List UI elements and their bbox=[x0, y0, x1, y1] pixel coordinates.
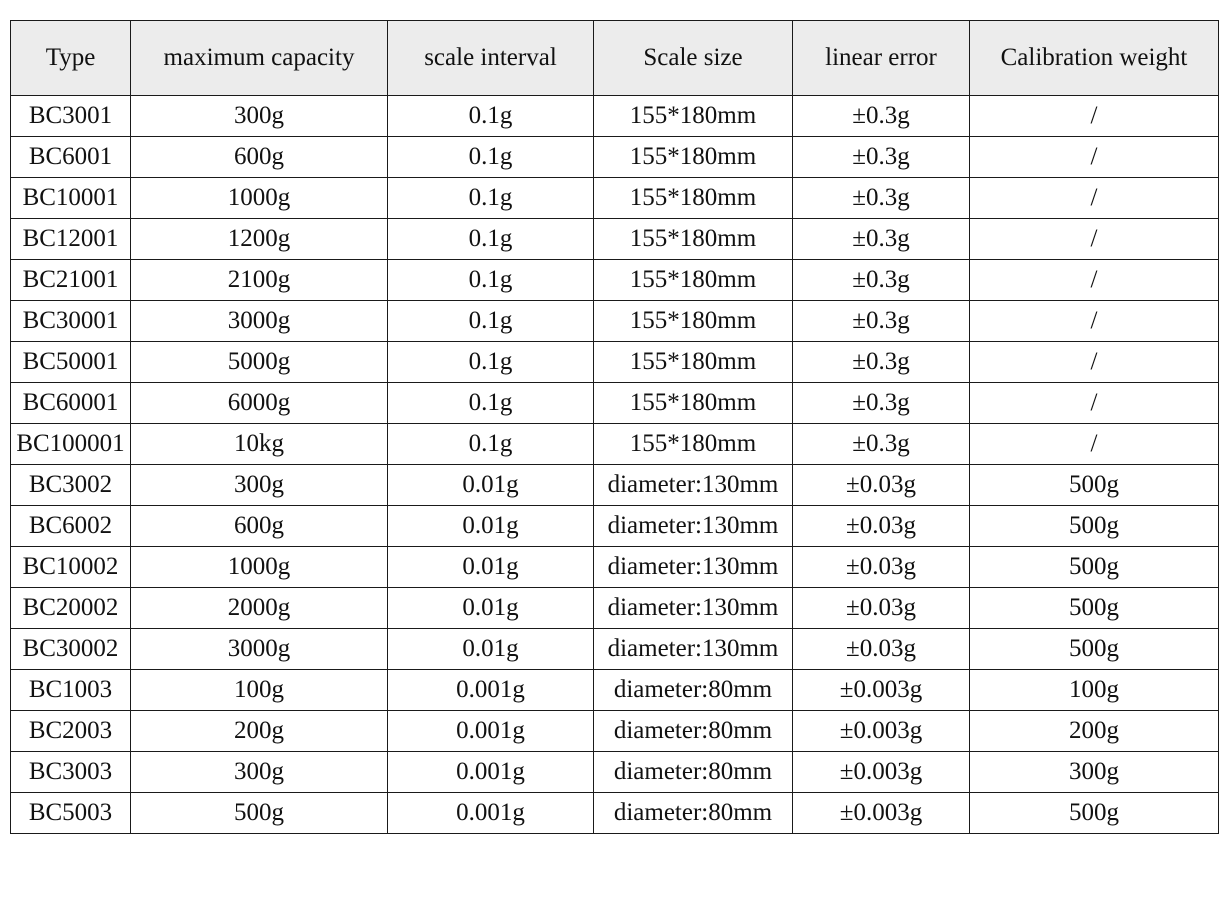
cell-scale-size: 155*180mm bbox=[594, 301, 793, 342]
cell-scale-interval: 0.01g bbox=[388, 506, 594, 547]
cell-type: BC2003 bbox=[11, 711, 131, 752]
cell-maximum-capacity: 3000g bbox=[131, 301, 388, 342]
table-row bbox=[11, 711, 1219, 752]
cell-calibration-weight: / bbox=[970, 219, 1219, 260]
cell-scale-size: diameter:130mm bbox=[594, 547, 793, 588]
cell-linear-error: ±0.003g bbox=[793, 711, 970, 752]
cell-linear-error: ±0.03g bbox=[793, 588, 970, 629]
header-maximum-capacity: maximum capacity bbox=[131, 21, 388, 96]
spec-table-container bbox=[10, 20, 1218, 834]
cell-scale-size: 155*180mm bbox=[594, 96, 793, 137]
cell-scale-interval: 0.1g bbox=[388, 260, 594, 301]
table-row bbox=[11, 670, 1219, 711]
cell-scale-size: 155*180mm bbox=[594, 137, 793, 178]
cell-maximum-capacity: 500g bbox=[131, 793, 388, 834]
cell-type: BC3002 bbox=[11, 465, 131, 506]
table-row bbox=[11, 629, 1219, 670]
table-row bbox=[11, 301, 1219, 342]
cell-maximum-capacity: 200g bbox=[131, 711, 388, 752]
table-row bbox=[11, 793, 1219, 834]
header-type: Type bbox=[11, 21, 131, 96]
cell-calibration-weight: 500g bbox=[970, 793, 1219, 834]
cell-calibration-weight: 500g bbox=[970, 506, 1219, 547]
cell-maximum-capacity: 10kg bbox=[131, 424, 388, 465]
cell-type: BC50001 bbox=[11, 342, 131, 383]
cell-calibration-weight: 500g bbox=[970, 588, 1219, 629]
table-row bbox=[11, 342, 1219, 383]
cell-calibration-weight: 500g bbox=[970, 629, 1219, 670]
cell-scale-size: diameter:80mm bbox=[594, 711, 793, 752]
cell-linear-error: ±0.03g bbox=[793, 506, 970, 547]
cell-maximum-capacity: 1200g bbox=[131, 219, 388, 260]
cell-scale-interval: 0.001g bbox=[388, 793, 594, 834]
cell-scale-size: 155*180mm bbox=[594, 260, 793, 301]
cell-scale-size: 155*180mm bbox=[594, 383, 793, 424]
cell-type: BC21001 bbox=[11, 260, 131, 301]
cell-calibration-weight: 300g bbox=[970, 752, 1219, 793]
cell-maximum-capacity: 300g bbox=[131, 96, 388, 137]
cell-linear-error: ±0.3g bbox=[793, 301, 970, 342]
cell-maximum-capacity: 300g bbox=[131, 465, 388, 506]
cell-linear-error: ±0.003g bbox=[793, 793, 970, 834]
cell-calibration-weight: 500g bbox=[970, 465, 1219, 506]
cell-scale-interval: 0.1g bbox=[388, 219, 594, 260]
scale-spec-table bbox=[10, 20, 1219, 834]
cell-linear-error: ±0.3g bbox=[793, 137, 970, 178]
cell-type: BC6001 bbox=[11, 137, 131, 178]
table-row bbox=[11, 178, 1219, 219]
cell-calibration-weight: / bbox=[970, 383, 1219, 424]
cell-scale-size: 155*180mm bbox=[594, 178, 793, 219]
cell-scale-interval: 0.01g bbox=[388, 547, 594, 588]
cell-type: BC30002 bbox=[11, 629, 131, 670]
cell-scale-interval: 0.01g bbox=[388, 465, 594, 506]
cell-calibration-weight: / bbox=[970, 178, 1219, 219]
cell-scale-interval: 0.001g bbox=[388, 711, 594, 752]
cell-calibration-weight: / bbox=[970, 96, 1219, 137]
cell-linear-error: ±0.03g bbox=[793, 465, 970, 506]
cell-linear-error: ±0.03g bbox=[793, 629, 970, 670]
cell-maximum-capacity: 5000g bbox=[131, 342, 388, 383]
cell-type: BC6002 bbox=[11, 506, 131, 547]
header-linear-error: linear error bbox=[793, 21, 970, 96]
cell-scale-size: diameter:130mm bbox=[594, 629, 793, 670]
cell-calibration-weight: / bbox=[970, 137, 1219, 178]
cell-scale-interval: 0.1g bbox=[388, 301, 594, 342]
cell-scale-interval: 0.1g bbox=[388, 96, 594, 137]
cell-type: BC10001 bbox=[11, 178, 131, 219]
cell-calibration-weight: 200g bbox=[970, 711, 1219, 752]
cell-calibration-weight: / bbox=[970, 424, 1219, 465]
cell-scale-size: diameter:80mm bbox=[594, 752, 793, 793]
cell-scale-interval: 0.1g bbox=[388, 383, 594, 424]
table-row bbox=[11, 383, 1219, 424]
cell-maximum-capacity: 300g bbox=[131, 752, 388, 793]
cell-linear-error: ±0.3g bbox=[793, 260, 970, 301]
cell-type: BC60001 bbox=[11, 383, 131, 424]
cell-maximum-capacity: 1000g bbox=[131, 178, 388, 219]
cell-linear-error: ±0.3g bbox=[793, 178, 970, 219]
cell-scale-size: diameter:80mm bbox=[594, 793, 793, 834]
cell-calibration-weight: 500g bbox=[970, 547, 1219, 588]
cell-type: BC100001 bbox=[11, 424, 131, 465]
table-header bbox=[11, 21, 1219, 96]
header-scale-size: Scale size bbox=[594, 21, 793, 96]
cell-linear-error: ±0.3g bbox=[793, 96, 970, 137]
cell-calibration-weight: / bbox=[970, 301, 1219, 342]
cell-linear-error: ±0.3g bbox=[793, 342, 970, 383]
cell-type: BC3003 bbox=[11, 752, 131, 793]
cell-type: BC10002 bbox=[11, 547, 131, 588]
cell-maximum-capacity: 1000g bbox=[131, 547, 388, 588]
cell-type: BC1003 bbox=[11, 670, 131, 711]
cell-scale-interval: 0.001g bbox=[388, 670, 594, 711]
cell-scale-interval: 0.01g bbox=[388, 588, 594, 629]
cell-type: BC3001 bbox=[11, 96, 131, 137]
cell-scale-interval: 0.1g bbox=[388, 424, 594, 465]
cell-scale-interval: 0.001g bbox=[388, 752, 594, 793]
cell-linear-error: ±0.3g bbox=[793, 383, 970, 424]
cell-scale-size: diameter:130mm bbox=[594, 506, 793, 547]
cell-maximum-capacity: 100g bbox=[131, 670, 388, 711]
table-body bbox=[11, 96, 1219, 834]
cell-maximum-capacity: 600g bbox=[131, 506, 388, 547]
cell-scale-interval: 0.1g bbox=[388, 137, 594, 178]
cell-scale-size: diameter:130mm bbox=[594, 588, 793, 629]
cell-scale-size: 155*180mm bbox=[594, 219, 793, 260]
table-row bbox=[11, 588, 1219, 629]
header-row bbox=[11, 21, 1219, 96]
cell-maximum-capacity: 6000g bbox=[131, 383, 388, 424]
cell-calibration-weight: / bbox=[970, 260, 1219, 301]
cell-scale-interval: 0.1g bbox=[388, 342, 594, 383]
cell-scale-size: 155*180mm bbox=[594, 342, 793, 383]
cell-calibration-weight: / bbox=[970, 342, 1219, 383]
cell-scale-size: diameter:130mm bbox=[594, 465, 793, 506]
table-row bbox=[11, 752, 1219, 793]
cell-scale-size: diameter:80mm bbox=[594, 670, 793, 711]
cell-type: BC20002 bbox=[11, 588, 131, 629]
table-row bbox=[11, 219, 1219, 260]
header-scale-interval: scale interval bbox=[388, 21, 594, 96]
cell-linear-error: ±0.3g bbox=[793, 424, 970, 465]
cell-maximum-capacity: 2100g bbox=[131, 260, 388, 301]
table-row bbox=[11, 260, 1219, 301]
cell-calibration-weight: 100g bbox=[970, 670, 1219, 711]
table-row bbox=[11, 547, 1219, 588]
cell-scale-interval: 0.01g bbox=[388, 629, 594, 670]
cell-scale-size: 155*180mm bbox=[594, 424, 793, 465]
table-row bbox=[11, 96, 1219, 137]
cell-type: BC30001 bbox=[11, 301, 131, 342]
cell-type: BC12001 bbox=[11, 219, 131, 260]
cell-linear-error: ±0.003g bbox=[793, 752, 970, 793]
cell-linear-error: ±0.003g bbox=[793, 670, 970, 711]
cell-type: BC5003 bbox=[11, 793, 131, 834]
cell-maximum-capacity: 2000g bbox=[131, 588, 388, 629]
cell-scale-interval: 0.1g bbox=[388, 178, 594, 219]
table-row bbox=[11, 506, 1219, 547]
cell-maximum-capacity: 3000g bbox=[131, 629, 388, 670]
header-calibration-weight: Calibration weight bbox=[970, 21, 1219, 96]
cell-linear-error: ±0.3g bbox=[793, 219, 970, 260]
cell-maximum-capacity: 600g bbox=[131, 137, 388, 178]
table-row bbox=[11, 465, 1219, 506]
cell-linear-error: ±0.03g bbox=[793, 547, 970, 588]
table-row bbox=[11, 424, 1219, 465]
table-row bbox=[11, 137, 1219, 178]
